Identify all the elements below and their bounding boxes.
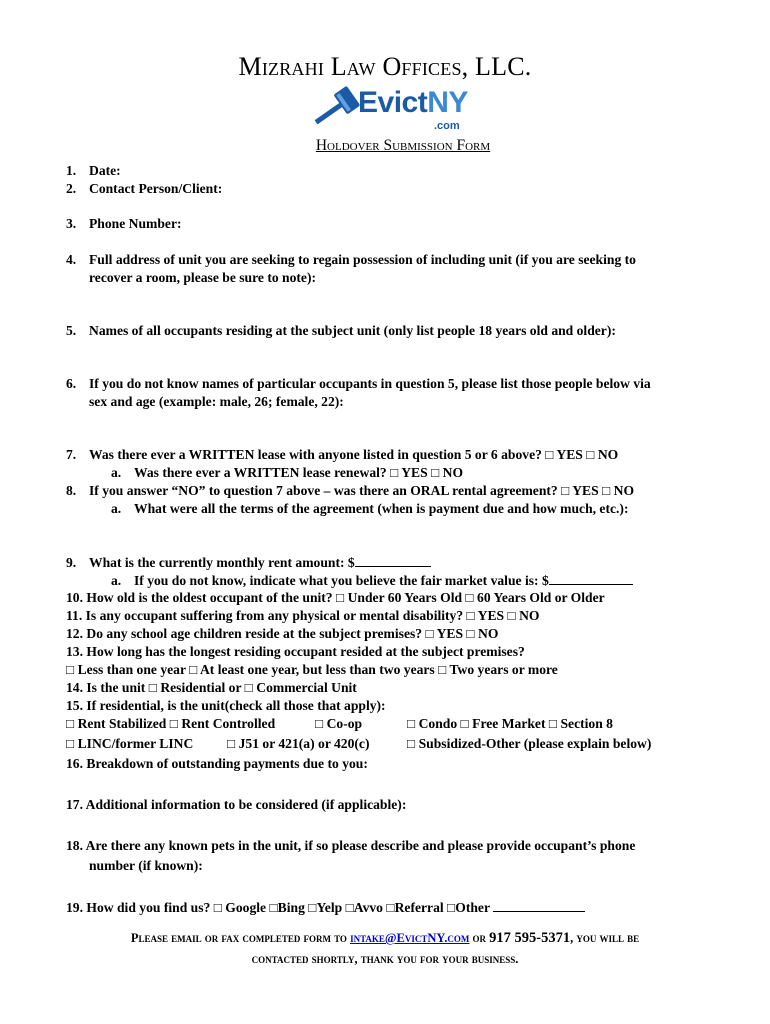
question-4-cont: recover a room, please be sure to note): xyxy=(89,270,317,285)
question-15-row1-c: □ Condo □ Free Market □ Section 8 xyxy=(407,716,613,731)
question-7a: a. Was there ever a WRITTEN lease renewal? □ YES □ NO xyxy=(111,465,464,480)
question-2: 2. Contact Person/Client: xyxy=(66,181,223,196)
question-5: 5. Names of all occupants residing at the subject unit (only list people 18 years old and older): xyxy=(66,323,616,338)
question-9a: a. If you do not know, indicate what you believe the fair market value is: $ xyxy=(111,572,633,589)
question-13-options: □ Less than one year □ At least one year, but less than two years □ Two years or more xyxy=(66,662,558,677)
question-6: 6. If you do not know names of particular occupants in question 5, please list those people below via xyxy=(66,376,651,391)
question-3: 3. Phone Number: xyxy=(66,216,182,231)
question-19: 19. How did you find us? □ Google □Bing □Yelp □Avvo □Referral □Other xyxy=(66,899,585,916)
logo-wordmark: EvictNY xyxy=(358,86,468,119)
question-12: 12. Do any school age children reside at the subject premises? □ YES □ NO xyxy=(66,626,499,641)
question-17: 17. Additional information to be considered (if applicable): xyxy=(66,797,407,812)
question-15: 15. If residential, is the unit(check all those that apply): xyxy=(66,698,386,713)
question-4: 4. Full address of unit you are seeking to regain possession of including unit (if you are seeking to xyxy=(66,252,636,267)
question-15-row1-b: □ Co-op xyxy=(315,716,363,731)
question-15-row1-a: □ Rent Stabilized □ Rent Controlled xyxy=(66,716,276,731)
firm-name: Mizrahi Law Offices, LLC. xyxy=(238,52,532,81)
question-18-cont: number (if known): xyxy=(89,858,203,873)
rent-amount-blank xyxy=(355,554,431,567)
question-16: 16. Breakdown of outstanding payments due to you: xyxy=(66,756,368,771)
other-source-blank xyxy=(493,899,585,912)
fair-market-blank xyxy=(549,572,633,585)
question-15-row2-a: □ LINC/former LINC xyxy=(66,736,194,751)
gavel-icon xyxy=(306,86,366,132)
question-1: 1. Date: xyxy=(66,163,121,178)
form-title: Holdover Submission Form xyxy=(315,137,491,154)
footer-line-1: Please email or fax completed form to intake@EvictNY.com or 917 595-5371, you will be xyxy=(130,930,640,946)
footer-line-2: contacted shortly, thank you for your business. xyxy=(251,952,519,966)
question-6-cont: sex and age (example: male, 26; female, 22): xyxy=(89,394,344,409)
question-10: 10. How old is the oldest occupant of the unit? □ Under 60 Years Old □ 60 Years Old or Older xyxy=(66,590,605,605)
question-11: 11. Is any occupant suffering from any physical or mental disability? □ YES □ NO xyxy=(66,608,540,623)
question-15-row2-b: □ J51 or 421(a) or 420(c) xyxy=(227,736,370,751)
contact-phone: 917 595-5371 xyxy=(489,930,571,946)
question-14: 14. Is the unit □ Residential or □ Commercial Unit xyxy=(66,680,357,695)
question-13: 13. How long has the longest residing occupant resided at the subject premises? xyxy=(66,644,525,659)
question-8a: a. What were all the terms of the agreement (when is payment due and how much, etc.): xyxy=(111,501,629,516)
question-9: 9. What is the currently monthly rent amount: $ xyxy=(66,554,431,571)
logo-com: .com xyxy=(434,120,460,132)
question-7: 7. Was there ever a WRITTEN lease with anyone listed in question 5 or 6 above? □ YES □ NO xyxy=(66,447,619,462)
question-8: 8. If you answer “NO” to question 7 above – was there an ORAL rental agreement? □ YES □ NO xyxy=(66,483,635,498)
question-18: 18. Are there any known pets in the unit, if so please describe and please provide occupant’s phone xyxy=(66,838,636,853)
evictny-logo xyxy=(306,84,466,136)
intake-email-link[interactable]: intake@EvictNY.com xyxy=(350,931,470,945)
question-15-row2-c: □ Subsidized-Other (please explain below) xyxy=(407,736,652,751)
